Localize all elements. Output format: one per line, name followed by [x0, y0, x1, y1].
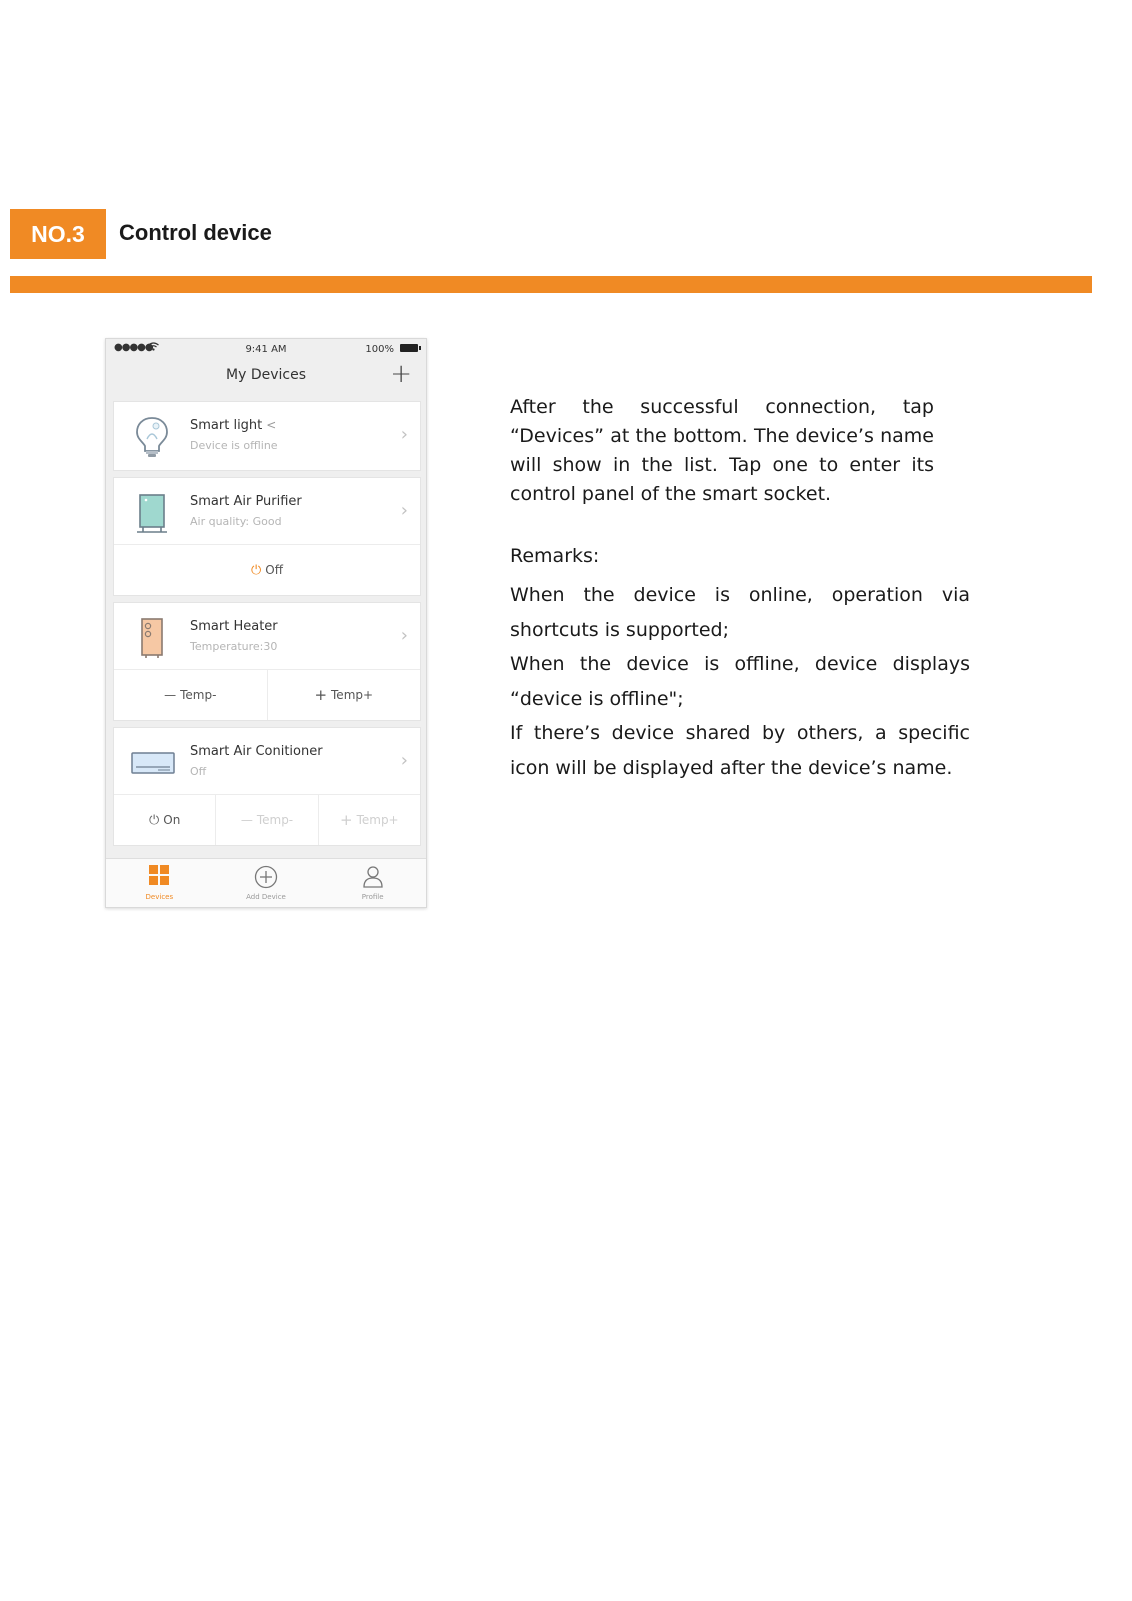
remark-item: If there’s device shared by others, a specific icon will be displayed after the device’s name.: [510, 722, 970, 779]
remark-item: When the device is online, operation via shortcuts is supported;: [510, 584, 970, 641]
chevron-right-icon[interactable]: ›: [400, 500, 408, 521]
tab-profile[interactable]: [319, 859, 426, 907]
shortcut-bar: [114, 794, 420, 845]
device-card-air-purifier[interactable]: [113, 477, 421, 596]
power-on-button[interactable]: ⏻ On: [148, 812, 181, 828]
air-purifier-icon: [134, 491, 170, 533]
device-name: Smart Air Conitioner: [190, 744, 323, 759]
power-icon: ⏻: [148, 812, 160, 828]
heater-icon: [134, 616, 170, 658]
chevron-right-icon[interactable]: ›: [400, 625, 408, 646]
profile-icon: [362, 865, 384, 893]
add-circle-icon: [254, 865, 278, 893]
shared-icon: <: [266, 418, 277, 432]
add-icon[interactable]: +: [390, 359, 412, 389]
remark-item: When the device is offline, device displays “device is offline";: [510, 653, 970, 710]
air-conditioner-icon: [130, 741, 176, 783]
device-status: Off: [190, 765, 207, 778]
temp-down-button[interactable]: — Temp-: [215, 795, 317, 845]
bulb-icon: [134, 415, 170, 457]
minus-icon: —: [164, 688, 177, 702]
nav-bar: [106, 357, 426, 393]
tab-add-device[interactable]: [213, 859, 320, 907]
temp-up-button[interactable]: + Temp+: [267, 670, 421, 720]
power-icon: ⏻: [250, 562, 262, 578]
device-status: Device is offline: [190, 439, 278, 452]
page-title: My Devices: [226, 367, 306, 383]
remarks-list: [510, 578, 970, 785]
tab-label: Devices: [145, 893, 174, 901]
temp-down-button[interactable]: — Temp-: [164, 688, 217, 702]
chevron-right-icon[interactable]: ›: [400, 424, 408, 445]
remarks-heading: Remarks:: [510, 545, 600, 567]
device-status: Air quality: Good: [190, 515, 282, 528]
temp-up-button[interactable]: + Temp+: [318, 795, 420, 845]
tab-label: Profile: [361, 893, 384, 901]
device-name: Smart Air Purifier: [190, 494, 302, 509]
plus-icon: +: [314, 686, 328, 704]
minus-icon: —: [240, 813, 253, 827]
device-status: Temperature:30: [190, 640, 278, 653]
power-off-button[interactable]: ⏻ Off: [250, 562, 283, 578]
plus-icon: +: [340, 811, 353, 829]
divider: [10, 276, 1092, 293]
device-name: Smart Heater: [190, 619, 278, 634]
tab-bar: [106, 858, 426, 907]
device-name: Smart light <: [190, 418, 277, 433]
devices-grid-icon: [149, 865, 169, 889]
section-title: Control device: [119, 220, 272, 245]
section-number-badge: NO.3: [10, 209, 106, 259]
tab-label: Add Device: [246, 893, 286, 901]
shortcut-bar: [114, 544, 420, 595]
battery-icon: [400, 344, 418, 352]
device-card-heater[interactable]: [113, 602, 421, 721]
intro-paragraph: After the successful connection, tap “Devices” at the bottom. The device’s name will show in the list. Tap one to enter its control panel of the smart socket.: [510, 396, 934, 505]
signal-icon: ●●●●●: [114, 342, 153, 353]
status-time: 9:41 AM: [245, 344, 287, 355]
device-card-smart-light[interactable]: [113, 401, 421, 471]
phone-screenshot: [105, 338, 427, 908]
tab-devices[interactable]: [106, 859, 213, 907]
battery-percent: 100%: [365, 344, 394, 355]
chevron-right-icon[interactable]: ›: [400, 750, 408, 771]
device-card-air-conditioner[interactable]: [113, 727, 421, 846]
shortcut-bar: [114, 669, 420, 720]
